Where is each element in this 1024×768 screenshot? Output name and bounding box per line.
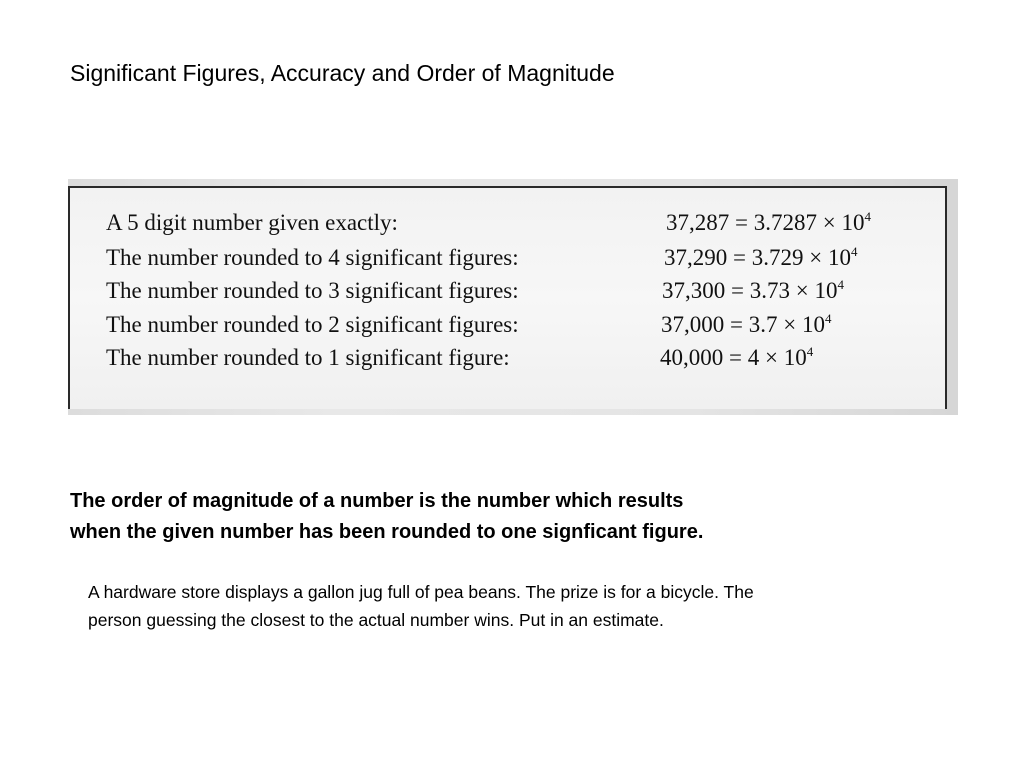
order-of-magnitude-definition (70, 486, 950, 548)
row-number: 37,290 (664, 245, 728, 270)
row-base: 10 (783, 345, 807, 370)
definition-line-1: The order of magnitude of a number is the number which results (70, 490, 684, 512)
scanned-table-image (68, 179, 958, 415)
row-exponent: 4 (850, 244, 858, 259)
slide-title: Significant Figures, Accuracy and Order of Magnitude (70, 60, 615, 86)
row-value: $37,000 = 3.7 \times 10^4$ (661, 311, 832, 337)
problem-line-1: A hardware store displays a gallon jug full of pea beans. The prize is for a bicycle. The (88, 582, 754, 602)
row-exponent: 4 (824, 311, 832, 326)
row-number: 37,000 (661, 312, 725, 337)
row-mantissa: 3.729 (751, 245, 804, 270)
row-base: 10 (814, 278, 838, 303)
problem-line-2: person guessing the closest to the actual number wins. Put in an estimate. (88, 610, 664, 630)
row-exponent: 4 (837, 277, 844, 292)
row-number: 37,287 (666, 210, 730, 235)
row-mantissa: 4 (747, 345, 760, 370)
definition-line-2: when the given number has been rounded to one signficant figure. (70, 521, 704, 543)
row-base: 10 (841, 210, 865, 235)
row-number: 37,300 (662, 278, 726, 303)
row-base: 10 (801, 312, 825, 337)
row-mantissa: 3.7 (748, 312, 778, 337)
row-exponent: 4 (864, 209, 871, 224)
row-value: $37,287 = 3.7287 \times 10^4$ (666, 209, 871, 235)
row-number: 40,000 (660, 345, 724, 370)
row-description: The number rounded to 2 significant figures: (106, 312, 519, 337)
row-description: A 5 digit number given exactly: (106, 210, 398, 235)
row-description: The number rounded to 4 significant figures: (106, 245, 519, 270)
estimation-problem (88, 578, 988, 634)
row-value: $37,290 = 3.729 \times 10^4$ (664, 244, 858, 270)
row-description: The number rounded to 3 significant figures: (106, 278, 519, 303)
row-mantissa: 3.7287 (753, 210, 817, 235)
scanned-table-frame (68, 186, 947, 409)
row-description: The number rounded to 1 significant figure: (106, 345, 510, 370)
row-exponent: 4 (806, 344, 814, 359)
row-value: $37,300 = 3.73 \times 10^4$ (662, 277, 844, 303)
row-base: 10 (827, 245, 851, 270)
row-mantissa: 3.73 (749, 278, 790, 303)
row-value: $40,000 = 4 \times 10^4$ (660, 344, 814, 370)
